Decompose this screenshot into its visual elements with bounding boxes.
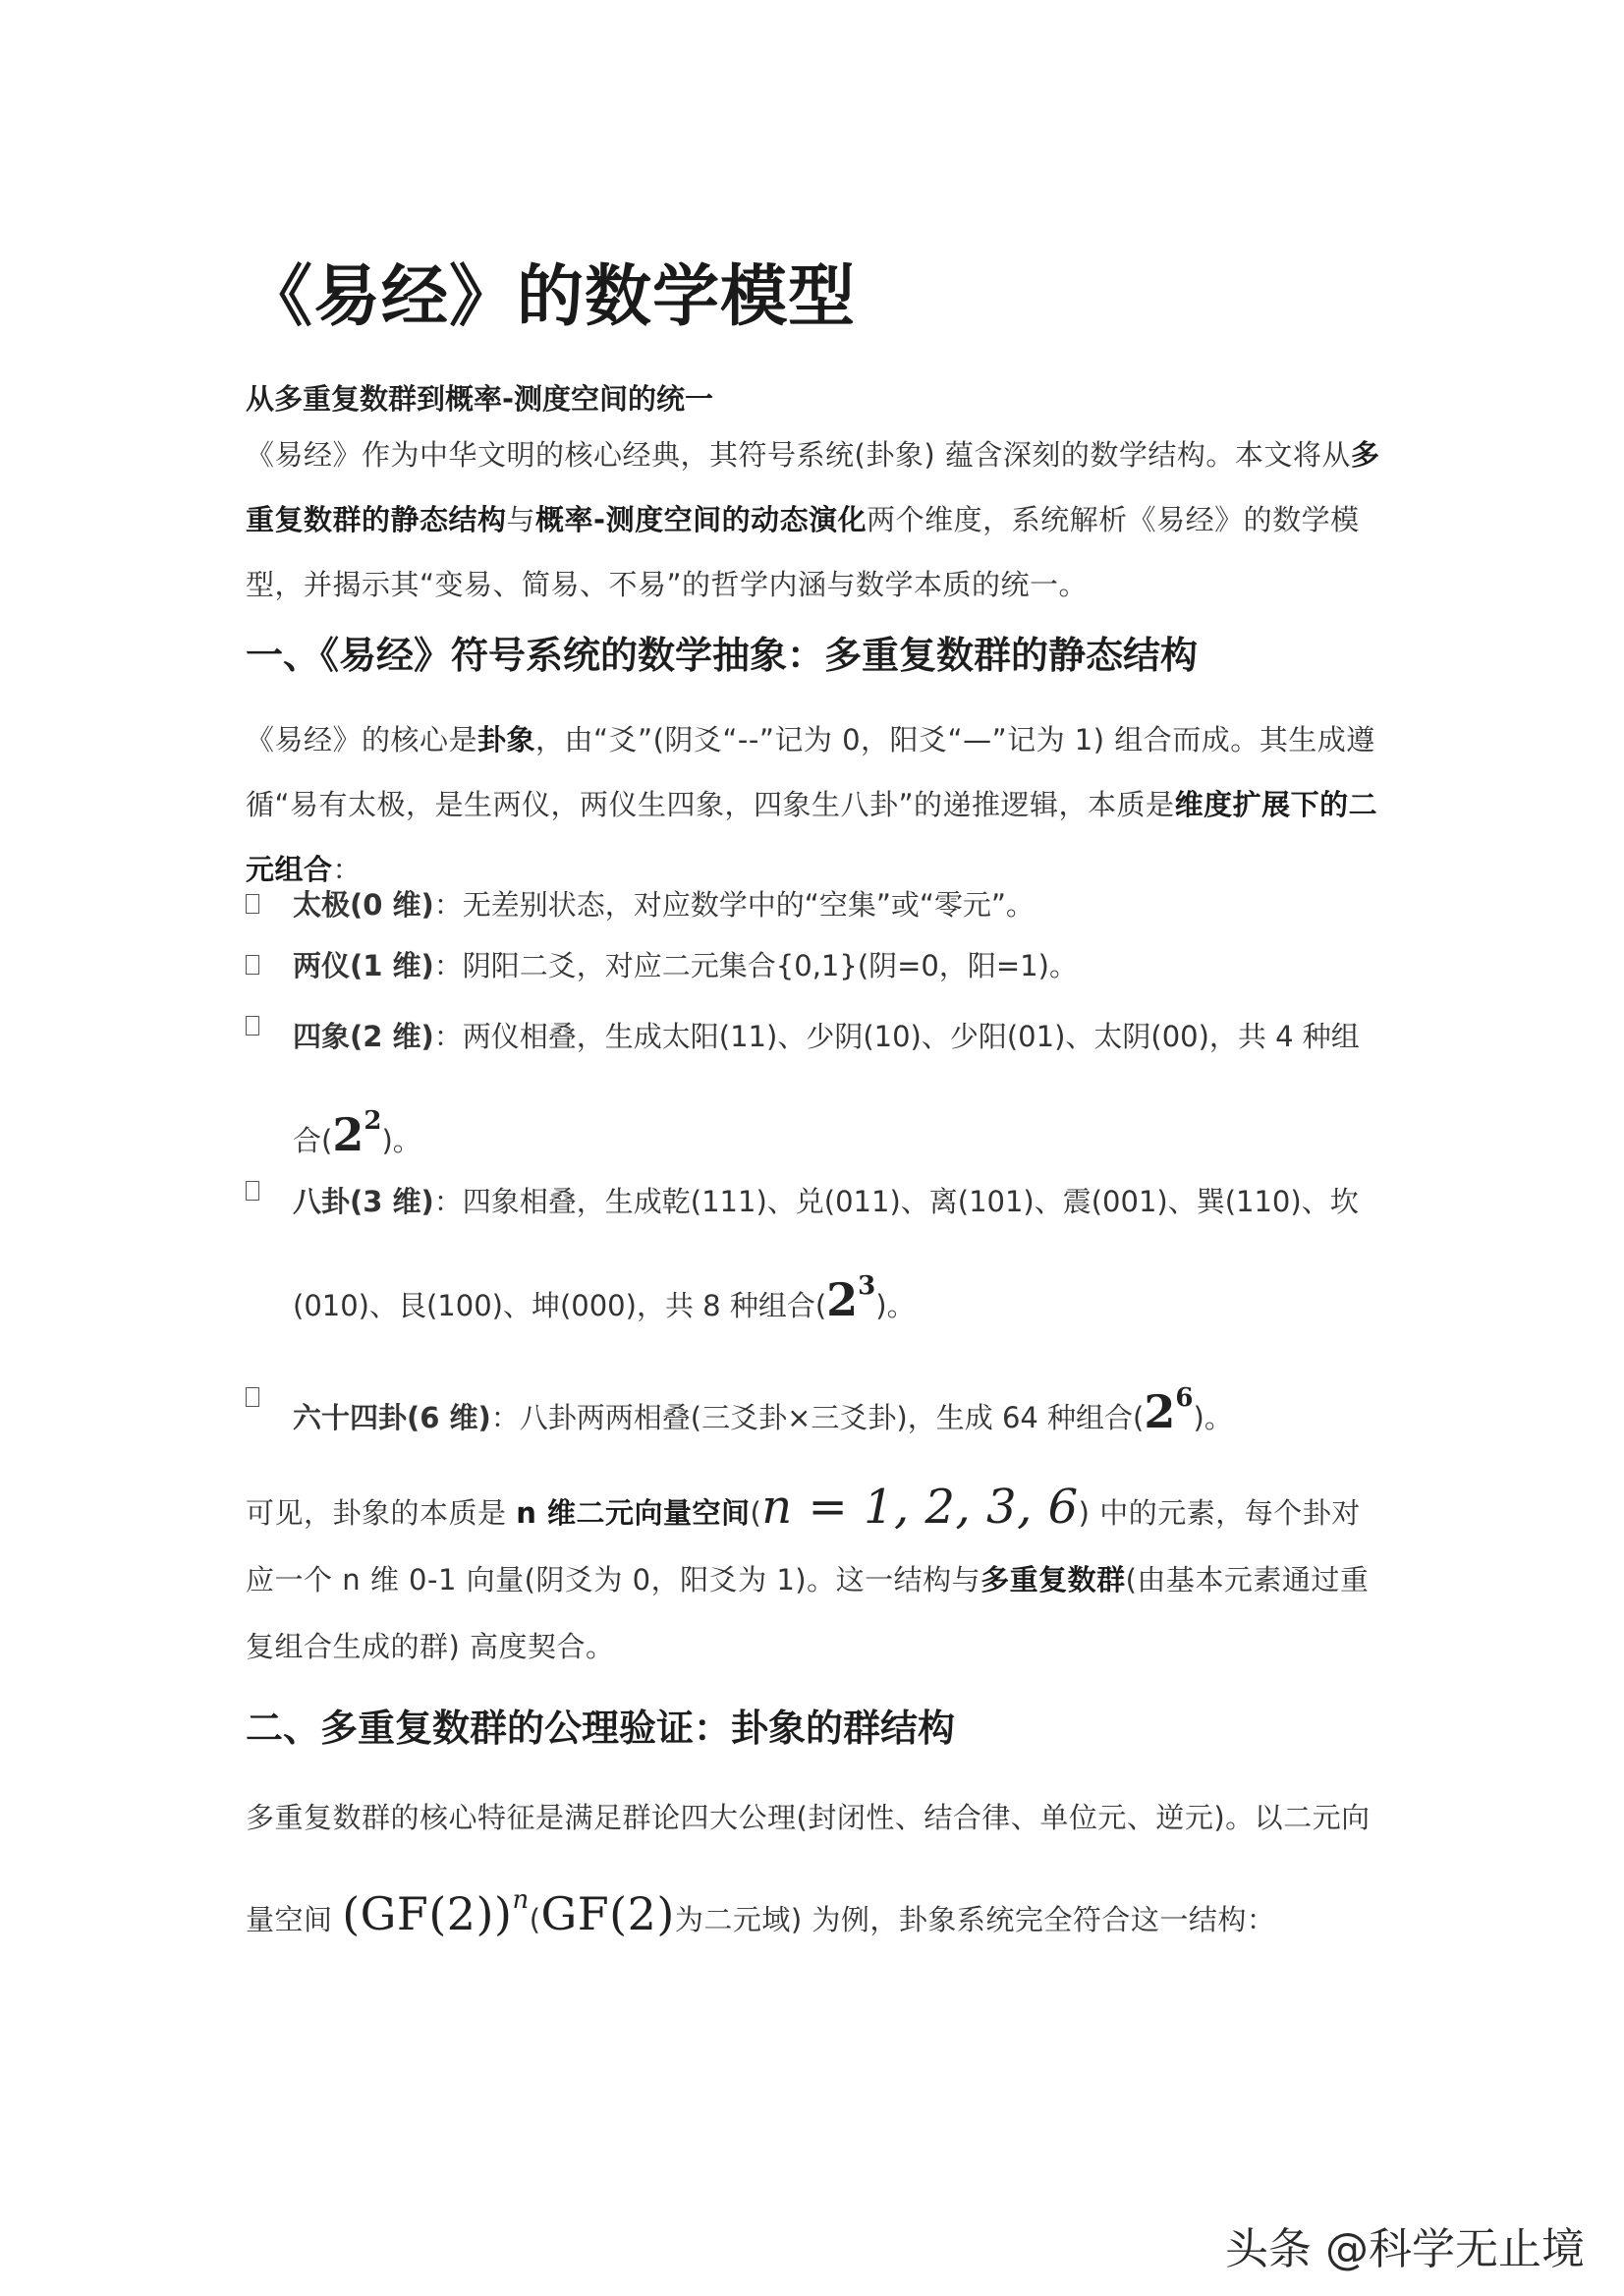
list-item-text: ：四象相叠，生成乾(111)、兑(011)、离(101)、震(001)、巽(110)、坎(010)、艮(100)、坤(000)，共 8 种组合( (293, 1185, 1359, 1322)
power-exponent: 6 (1175, 1383, 1194, 1413)
power-base: 2 (826, 1273, 859, 1326)
conclusion-bold-1: n 维二元向量空间 (516, 1496, 751, 1530)
power-formula (826, 1273, 875, 1326)
section1-text-2: ，由“爻”(阴爻“--”记为 0，阳爻“—”记为 1) 组合而成。其生成遵循“易有太极，是生两仪，两仪生四象，四象生八卦”的递推逻辑，本质是 (246, 723, 1375, 821)
list-item-term: 八卦(3 维) (293, 1185, 434, 1218)
watermark: 头条 @科学无止境 (1225, 2224, 1585, 2274)
list-item-tail: )。 (875, 1289, 916, 1322)
section2-text-2: ( (529, 1903, 541, 1936)
section1-text-1: 《易经》的核心是 (246, 723, 478, 756)
intro-text-2: 与 (506, 503, 536, 536)
section1-bold-1: 卦象 (477, 723, 536, 756)
vector-space-formula (342, 1887, 529, 1940)
power-formula (1144, 1385, 1193, 1438)
section2-paragraph (246, 1776, 1385, 1961)
list-item-text: ：无差别状态，对应数学中的“空集”或“零元”。 (433, 888, 1035, 922)
list-item-text: ：两仪相叠，生成太阳(11)、少阴(10)、少阳(01)、太阴(00)，共 4 种组合( (293, 1020, 1360, 1157)
power-base: 2 (1144, 1385, 1176, 1438)
subtitle: 从多重复数群到概率-测度空间的统一 (246, 382, 714, 416)
bullet-box-icon (246, 894, 259, 914)
intro-bold-1: 多重复数群的静态结构 (246, 438, 1380, 536)
bullet-box-icon (246, 1016, 259, 1036)
bullet-box-icon (246, 1387, 259, 1407)
section2-text-1: 多重复数群的核心特征是满足群论四大公理(封闭性、结合律、单位元、逆元)。以二元向量空间 (246, 1801, 1371, 1936)
conclusion-bold-2: 多重复数群 (980, 1563, 1126, 1596)
vector-space-base: (GF(2)) (342, 1887, 513, 1940)
conclusion-text-2: ( (750, 1496, 762, 1530)
intro-text-1: 《易经》作为中华文明的核心经典，其符号系统(卦象) 蕴含深刻的数学结构。本文将从 (246, 438, 1351, 472)
list-item-tail: )。 (381, 1124, 421, 1157)
conclusion-text-4: (由基本元素通过重复组合生成的群) 高度契合。 (246, 1563, 1370, 1663)
list-item-tail: )。 (1193, 1401, 1233, 1434)
list-item-term: 两仪(1 维) (293, 949, 434, 982)
section2-heading: 二、多重复数群的公理验证：卦象的群结构 (246, 1707, 956, 1750)
section1-heading: 一、《易经》符号系统的数学抽象：多重复数群的静态结构 (246, 634, 1199, 677)
page-title: 《易经》的数学模型 (246, 258, 857, 336)
bullet-box-icon (246, 1181, 259, 1201)
conclusion-text-3: ) 中的元素，每个卦对应一个 n 维 0-1 向量(阴爻为 0，阳爻为 1)。这一结构与 (246, 1496, 1361, 1596)
list-item-term: 太极(0 维) (293, 888, 434, 922)
section2-text-3: 为二元域) 为例，卦象系统完全符合这一结构： (674, 1903, 1276, 1936)
section1-text-3: ： (332, 853, 363, 886)
power-exponent: 2 (364, 1106, 382, 1136)
intro-text-3: 两个维度，系统解析《易经》的数学模型，并揭示其“变易、简易、不易”的哲学内涵与数学本质的统一。 (246, 503, 1360, 601)
conclusion-text-1: 可见，卦象的本质是 (246, 1496, 517, 1530)
intro-bold-2: 概率-测度空间的动态演化 (535, 503, 868, 536)
conclusion-paragraph (246, 1474, 1385, 1680)
section1-bold-2: 维度扩展下的二元组合 (246, 788, 1378, 886)
list-item-text: ：阴阳二爻，对应二元集合{0,1}(阴=0，阳=1)。 (433, 949, 1078, 982)
dimension-formula: n = 1, 2, 3, 6 (761, 1480, 1079, 1535)
list-item-term: 六十四卦(6 维) (293, 1401, 491, 1434)
power-exponent: 3 (858, 1271, 876, 1301)
bullet-box-icon (246, 955, 259, 975)
list-item-text: ：八卦两两相叠(三爻卦×三爻卦)，生成 64 种组合( (490, 1401, 1145, 1434)
power-base: 2 (332, 1108, 364, 1161)
intro-paragraph (246, 422, 1385, 617)
power-formula (332, 1108, 381, 1161)
vector-space-exponent: n (512, 1885, 530, 1915)
list-item-term: 四象(2 维) (293, 1020, 434, 1053)
binary-field-formula: GF(2) (540, 1887, 675, 1940)
